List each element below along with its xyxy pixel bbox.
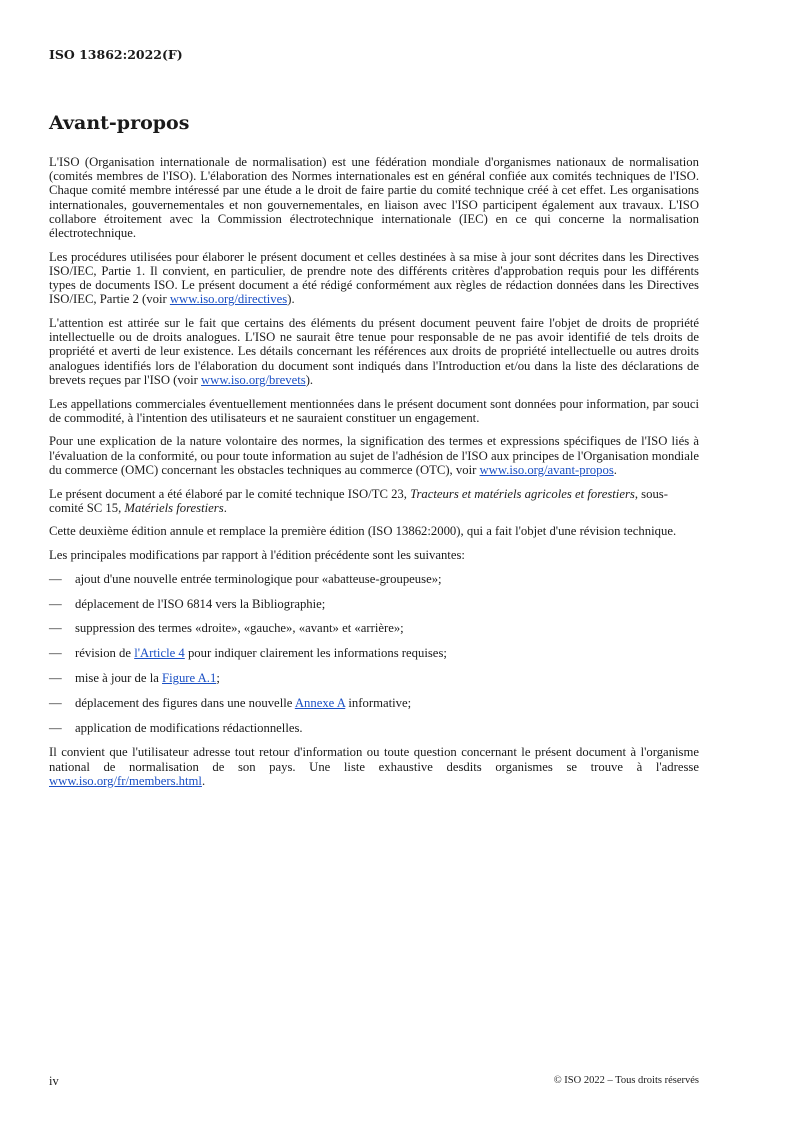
paragraph-edition: Cette deuxième édition annule et remplace la première édition (ISO 13862:2000), qui a fait l'objet d'une révision technique.	[49, 524, 677, 539]
paragraph-trade-names: Les appellations commerciales éventuellement mentionnées dans le présent document sont données pour information, par souci de commodité, à l'intention des utilisateurs et ne sauraient constituer un engagement.	[49, 396, 699, 425]
list-dash: —	[49, 695, 62, 710]
paragraph-feedback: Il convient que l'utilisateur adresse tout retour d'information ou toute question concernant le présent document à l'organisme national de normalisation de son pays. Une liste exhaustive desdits organismes se trouve à l'adresse www.iso.org/fr/members.html.	[49, 745, 699, 788]
patents-link[interactable]: www.iso.org/brevets	[201, 372, 306, 387]
paragraph-changes-intro: Les principales modifications par rapport à l'édition précédente sont les suivantes:	[49, 548, 465, 563]
foreword-link[interactable]: www.iso.org/avant-propos	[479, 462, 614, 477]
list-dash: —	[49, 646, 62, 661]
page-title: Avant-propos	[49, 112, 190, 134]
paragraph-patents: L'attention est attirée sur le fait que certains des éléments du présent document peuvent faire l'objet de droits de propriété intellectuelle ou de droits analogues. L'ISO ne saurait être tenue pour responsable de ne pas avoir identifié de tels droits de propriété et averti de leur existence. Les détails concernant les références aux droits de propriété intellectuelle ou autres droits analogues identifiés lors de l'élaboration du document sont indiqués dans l'Introduction et/ou dans la liste des déclarations de brevets reçues par l'ISO (voir www.iso.org/brevets).	[49, 316, 699, 387]
paragraph-committee: Le présent document a été élaboré par le comité technique ISO/TC 23, Tracteurs et matériels agricoles et forestiers, sous-comité SC 15, Matériels forestiers.	[49, 486, 668, 515]
directives-link[interactable]: www.iso.org/directives	[169, 292, 288, 307]
list-item: — ajout d'une nouvelle entrée terminologique pour «abatteuse-groupeuse»;	[49, 571, 442, 586]
copyright-notice: © ISO 2022 – Tous droits réservés	[553, 1075, 699, 1086]
list-dash: —	[49, 596, 62, 611]
list-dash: —	[49, 671, 62, 686]
paragraph-procedures: Les procédures utilisées pour élaborer le présent document et celles destinées à sa mise à jour sont décrites dans les Directives ISO/IEC, Partie 1. Il convient, en particulier, de prendre note des différents critères d'approbation requis pour les différents types de documents ISO. Le présent document a été rédigé conformément aux règles de rédaction données dans les Directives ISO/IEC, Partie 2 (voir www.iso.org/directives).	[49, 249, 699, 307]
list-item: — application de modifications rédactionnelles.	[49, 720, 303, 735]
annex-a-link[interactable]: Annexe A	[294, 695, 346, 710]
list-dash: —	[49, 571, 62, 586]
list-dash: —	[49, 621, 62, 636]
paragraph-iso-intro: L'ISO (Organisation internationale de normalisation) est une fédération mondiale d'organismes nationaux de normalisation (comités membres de l'ISO). L'élaboration des Normes internationales est en général confiée aux comités techniques de l'ISO. Chaque comité membre intéressé par une étude a le droit de faire partie du comité technique créé à cet effet. Les organisations internationales, gouvernementales et non gouvernementales, en liaison avec l'ISO participent également aux travaux. L'ISO collabore étroitement avec la Commission électrotechnique internationale (IEC) en ce qui concerne la normalisation électrotechnique.	[49, 155, 699, 241]
article-4-link[interactable]: l'Article 4	[134, 646, 185, 661]
foreword-body	[49, 155, 699, 798]
document-code: ISO 13862:2022(F)	[49, 47, 183, 62]
list-item: — déplacement de l'ISO 6814 vers la Bibliographie;	[49, 596, 326, 611]
changes-list	[49, 572, 699, 735]
paragraph-voluntary-nature: Pour une explication de la nature volontaire des normes, la signification des termes et expressions spécifiques de l'ISO liés à l'évaluation de la conformité, ou pour toute information au sujet de l'adhésion de l'ISO aux principes de l'Organisation mondiale du commerce (OMC) concernant les obstacles techniques au commerce (OTC), voir www.iso.org/avant-propos.	[49, 434, 699, 477]
list-item: — suppression des termes «droite», «gauche», «avant» et «arrière»;	[49, 621, 404, 636]
list-item: — déplacement des figures dans une nouvelle Annexe A informative;	[49, 695, 412, 710]
list-dash: —	[49, 720, 62, 735]
list-item: — mise à jour de la Figure A.1;	[49, 671, 220, 686]
figure-a1-link[interactable]: Figure A.1	[162, 671, 217, 686]
list-item: — révision de l'Article 4 pour indiquer clairement les informations requises;	[49, 646, 447, 661]
page-number: iv	[49, 1074, 59, 1088]
members-link[interactable]: www.iso.org/fr/members.html	[49, 773, 202, 788]
